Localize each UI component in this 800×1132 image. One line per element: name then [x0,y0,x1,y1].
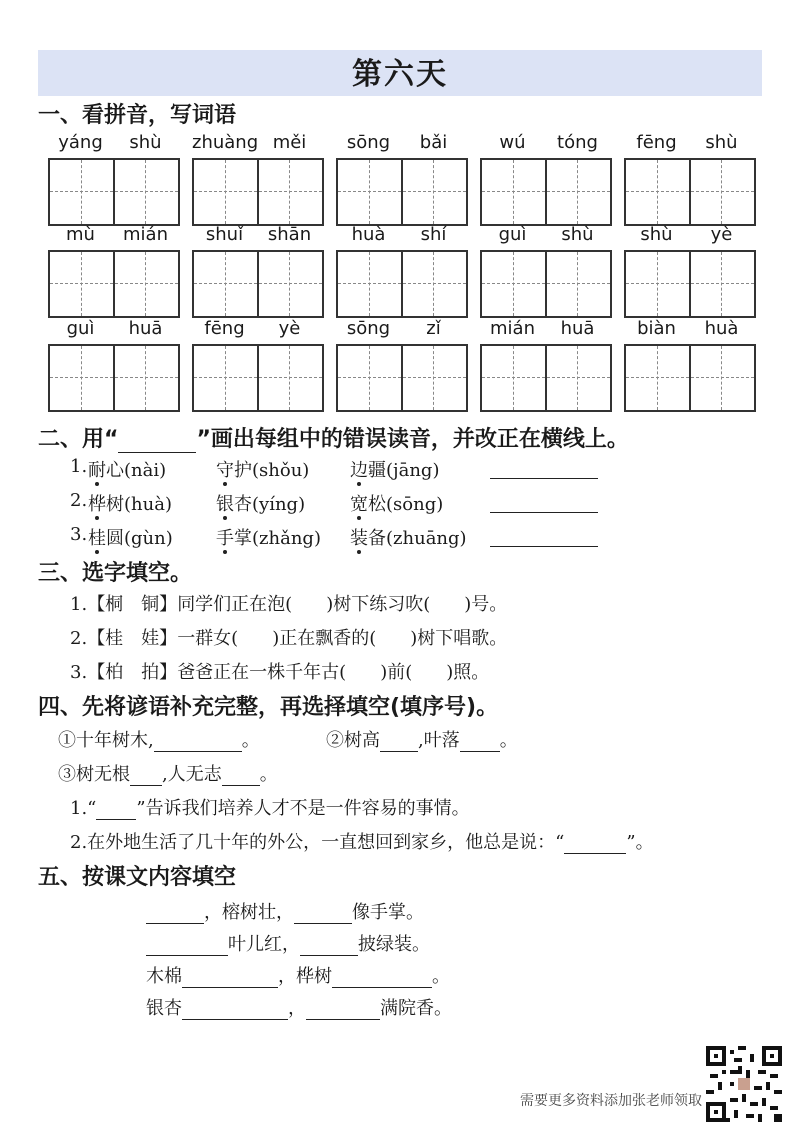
pinyin-syllable: fēng [636,132,677,153]
text-line-2: 叶儿红， 披绿装。 [146,930,430,956]
tian-zi-ge[interactable] [336,250,468,318]
word-with-pinyin: 耐心(nài) [88,460,167,481]
blank[interactable] [96,799,136,820]
question-2: 2.在外地生活了几十年的外公，一直想回到家乡，他总是说：“ ”。 [70,832,654,853]
pinyin [48,224,178,250]
tian-zi-ge[interactable] [48,344,180,412]
pinyin-syllable: guì [66,318,95,339]
pinyin [48,318,178,344]
pinyin-syllable: mián [123,224,168,245]
pinyin [480,318,610,344]
blank[interactable] [306,999,380,1020]
blank[interactable] [182,967,278,988]
pinyin [336,224,466,250]
tian-zi-ge[interactable] [624,344,756,412]
word-with-pinyin: 装备(zhuāng) [350,528,467,549]
blank[interactable] [222,765,260,786]
pinyin-syllable: zǐ [426,318,441,339]
pinyin-syllable: wú [499,132,526,153]
pinyin [192,132,322,158]
tian-zi-ge[interactable] [48,250,180,318]
blank[interactable] [294,903,352,924]
section-1-heading: 一、看拼音，写词语 [38,103,237,128]
choose-char-item: 1.【桐 铜】同学们正在泡( )树下练习吹( )号。 [70,594,508,615]
pinyin-syllable: shù [640,224,673,245]
text-line-4: 银杏 ， 满院香。 [146,998,452,1019]
footer-note: 需要更多资料添加张老师领取 [520,1093,702,1109]
tian-zi-ge[interactable] [336,344,468,412]
pinyin [336,318,466,344]
word-with-pinyin: 手掌(zhǎng) [216,528,321,549]
pinyin-syllable: sōng [346,318,391,339]
tian-zi-ge[interactable] [624,158,756,226]
item-number: 1. [70,456,88,477]
pinyin-syllable: fēng [204,318,245,339]
pinyin [624,132,754,158]
pinyin-syllable: shù [561,224,594,245]
blank[interactable] [154,731,242,752]
word-with-pinyin: 守护(shǒu) [216,460,310,481]
section-2-heading: 二、用“ ”画出每组中的错误读音，并改正在横线上。 [38,427,629,452]
proverb-3: ③树无根 ,人无志 。 [58,764,278,785]
tian-zi-ge[interactable] [480,158,612,226]
pinyin [48,132,178,158]
title-bar [38,50,762,96]
section-3-heading: 三、选字填空。 [38,561,193,586]
text-line-3: 木棉 ，桦树 。 [146,966,450,987]
word-with-pinyin: 桂圆(gùn) [88,528,173,549]
pinyin [624,318,754,344]
section-5-heading: 五、按课文内容填空 [38,865,237,890]
pinyin [480,224,610,250]
pinyin-syllable: yè [710,224,733,245]
tian-zi-ge[interactable] [48,158,180,226]
pinyin-syllable: biàn [637,318,676,339]
pinyin [336,132,466,158]
pinyin-syllable: shí [420,224,447,245]
pinyin-syllable: huā [560,318,595,339]
item-number: 3. [70,524,88,545]
pinyin-syllable: shuǐ [205,224,244,245]
word-with-pinyin: 桦树(huà) [88,494,172,515]
pinyin [480,132,610,158]
blank[interactable] [332,967,432,988]
blank[interactable] [460,731,500,752]
pinyin [192,318,322,344]
pinyin-syllable: shù [705,132,738,153]
blank[interactable] [146,935,228,956]
pinyin-syllable: yè [278,318,301,339]
pinyin-syllable: měi [272,132,307,153]
answer-line[interactable] [490,492,598,513]
section-4-heading: 四、先将谚语补充完整，再选择填空(填序号)。 [38,695,499,720]
tian-zi-ge[interactable] [336,158,468,226]
pinyin-syllable: huà [704,318,739,339]
pinyin [624,224,754,250]
pinyin [192,224,322,250]
pinyin-syllable: shān [267,224,312,245]
tian-zi-ge[interactable] [192,158,324,226]
blank[interactable] [380,731,418,752]
proverb-1: ①十年树木, 。 [58,730,260,751]
blank[interactable] [146,903,204,924]
pinyin-syllable: yáng [58,132,103,153]
word-with-pinyin: 边疆(jāng) [350,460,440,481]
proverb-2: ②树高 ,叶落 。 [326,730,518,751]
blank[interactable] [130,765,162,786]
blank[interactable] [564,833,626,854]
tian-zi-ge[interactable] [480,250,612,318]
word-with-pinyin: 宽松(sōng) [350,494,444,515]
pinyin-syllable: mù [66,224,95,245]
blank[interactable] [182,999,288,1020]
answer-line[interactable] [490,526,598,547]
word-with-pinyin: 银杏(yíng) [216,494,306,515]
pinyin-syllable: bǎi [419,132,448,153]
pinyin-syllable: sōng [346,132,391,153]
pinyin-syllable: guì [498,224,527,245]
pinyin-syllable: zhuàng [192,132,259,153]
tian-zi-ge[interactable] [624,250,756,318]
text-line-1: ，榕树壮， 像手掌。 [146,898,424,924]
blank[interactable] [300,935,358,956]
pinyin-syllable: huā [128,318,163,339]
pinyin-syllable: tóng [557,132,598,153]
pinyin-syllable: shù [129,132,162,153]
tian-zi-ge[interactable] [192,250,324,318]
tian-zi-ge[interactable] [480,344,612,412]
pinyin-syllable: huà [351,224,386,245]
item-number: 2. [70,490,88,511]
choose-char-item: 3.【柏 拍】爸爸正在一株千年古( )前( )照。 [70,662,490,683]
tian-zi-ge[interactable] [192,344,324,412]
answer-line[interactable] [490,458,598,479]
pinyin-syllable: mián [490,318,535,339]
page-title: 第六天 [352,57,448,92]
question-1: 1.“ ”告诉我们培养人才不是一件容易的事情。 [70,798,470,819]
qr-code-icon[interactable] [706,1046,782,1122]
choose-char-item: 2.【桂 娃】一群女( )正在飘香的( )树下唱歌。 [70,628,508,649]
